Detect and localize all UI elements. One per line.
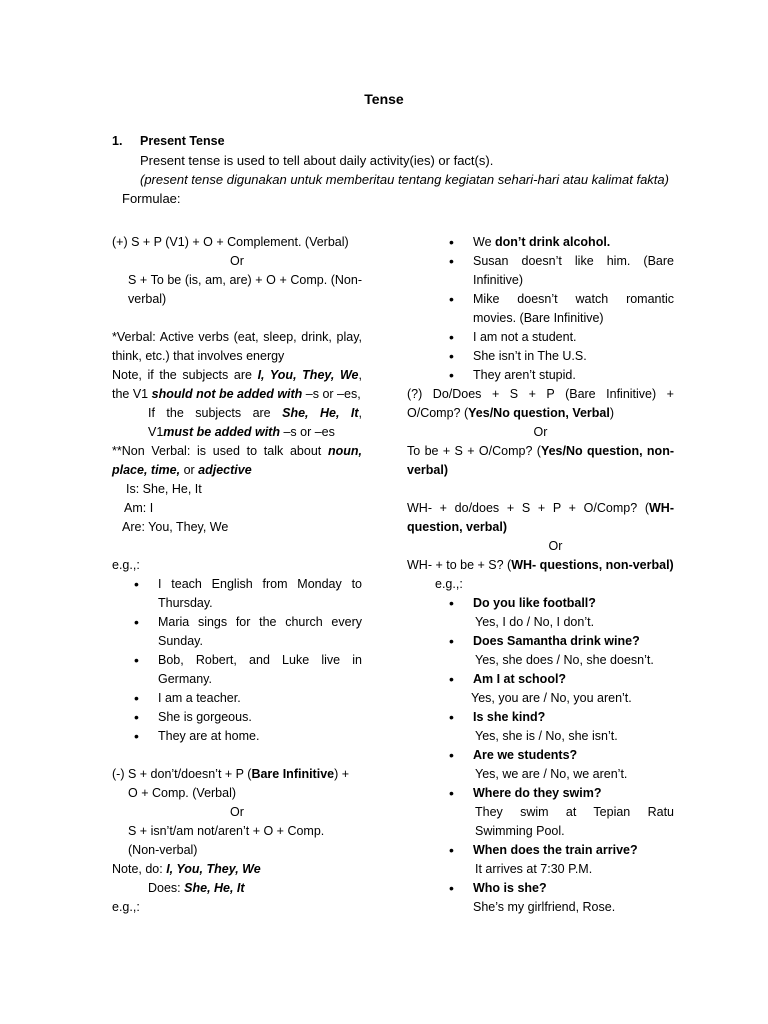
question-formula: (?) Do/Does + S + P (Bare Infinitive) + O/Comp? (Yes/No question, Verbal)	[407, 387, 674, 420]
list-item: • Is she kind? Yes, she is / No, she isn’t.	[407, 708, 674, 746]
list-item: • They are at home.	[112, 727, 362, 746]
negative-formula: (-) S + don’t/doesn’t + P (Bare Infinitive) +	[112, 767, 350, 781]
definition-text: Present tense is used to tell about daily activity(ies) or fact(s).	[140, 153, 494, 168]
verbal-note: *Verbal: Active verbs (eat, sleep, drink, play, think, etc.) that involves energy	[112, 330, 362, 363]
note-do: Note, do: I, You, They, We	[112, 862, 261, 876]
section-number: 1.	[112, 134, 123, 148]
positive-examples-list	[112, 575, 362, 746]
list-item: • Does Samantha drink wine? Yes, she does / No, she doesn’t.	[407, 632, 674, 670]
nonverbal-note: **Non Verbal: is used to talk about noun, place, time, or adjective	[112, 444, 362, 477]
list-item: • I am a teacher.	[112, 689, 362, 708]
list-item: • Who is she? She’s my girlfriend, Rose.	[407, 879, 674, 917]
list-item: • When does the train arrive? It arrives at 7:30 P.M.	[407, 841, 674, 879]
negative-formula-cont: O + Comp. (Verbal)	[128, 786, 237, 800]
negative-examples-list	[407, 233, 674, 385]
list-item: • She isn’t in The U.S.	[407, 347, 674, 366]
list-item: • Maria sings for the church every Sunday.	[112, 613, 362, 651]
question-examples-list	[407, 594, 674, 917]
right-column	[407, 233, 674, 917]
list-item: • Mike doesn’t watch romantic movies. (Bare Infinitive)	[407, 290, 674, 328]
list-item: • Are we students? Yes, we are / No, we aren’t.	[407, 746, 674, 784]
wh-formula: WH- + do/does + S + P + O/Comp? (WH-question, verbal)	[407, 501, 674, 534]
are-line: Are: You, They, We	[122, 520, 229, 534]
question-nonverbal-formula: To be + S + O/Comp? (Yes/No question, non-verbal)	[407, 444, 674, 477]
eg-label: e.g.,:	[112, 900, 140, 914]
section-title: Present Tense	[140, 134, 225, 148]
negative-nonverbal-label: (Non-verbal)	[128, 843, 198, 857]
subject-note: Note, if the subjects are I, You, They, We, the V1 should not be added with –s or –es,	[112, 368, 362, 401]
section-heading	[112, 132, 674, 151]
is-line: Is: She, He, It	[126, 482, 202, 496]
list-item: • I teach English from Monday to Thursday.	[112, 575, 362, 613]
eg-label: e.g.,:	[112, 558, 140, 572]
or-separator: Or	[230, 805, 244, 819]
translation-text: (present tense digunakan untuk memberitau tentang kegiatan sehari-hari atau kalimat fakta)	[140, 172, 669, 187]
list-item: • Do you like football? Yes, I do / No, I don’t.	[407, 594, 674, 632]
negative-nonverbal-formula: S + isn’t/am not/aren’t + O + Comp.	[128, 824, 325, 838]
positive-formula: (+) S + P (V1) + O + Complement. (Verbal)	[112, 235, 349, 249]
list-item: • We don’t drink alcohol.	[407, 233, 674, 252]
left-column	[112, 233, 362, 917]
list-item: • Am I at school? Yes, you are / No, you aren’t.	[407, 670, 674, 708]
section-intro	[112, 132, 674, 208]
list-item: • I am not a student.	[407, 328, 674, 347]
wh-nonverbal-formula: WH- + to be + S? (WH- questions, non-verbal)	[407, 558, 674, 572]
page-title: Tense	[364, 91, 404, 107]
formulae-label: Formulae:	[122, 191, 181, 206]
eg-label: e.g.,:	[435, 577, 463, 591]
list-item: • She is gorgeous.	[112, 708, 362, 727]
am-line: Am: I	[124, 501, 154, 515]
subject-note-2: If the subjects are She, He, It, V1must be added with –s or –es	[148, 406, 363, 439]
note-does: Does: She, He, It	[148, 881, 245, 895]
list-item: • Bob, Robert, and Luke live in Germany.	[112, 651, 362, 689]
nonverbal-formula: S + To be (is, am, are) + O + Comp. (Non-verbal)	[128, 273, 362, 306]
list-item: • Susan doesn’t like him. (Bare Infinitive)	[407, 252, 674, 290]
or-separator: Or	[230, 254, 244, 268]
or-separator: Or	[533, 425, 548, 439]
or-separator: Or	[548, 539, 563, 553]
list-item: • They aren’t stupid.	[407, 366, 674, 385]
list-item: • Where do they swim? They swim at Tepian Ratu Swimming Pool.	[407, 784, 674, 841]
